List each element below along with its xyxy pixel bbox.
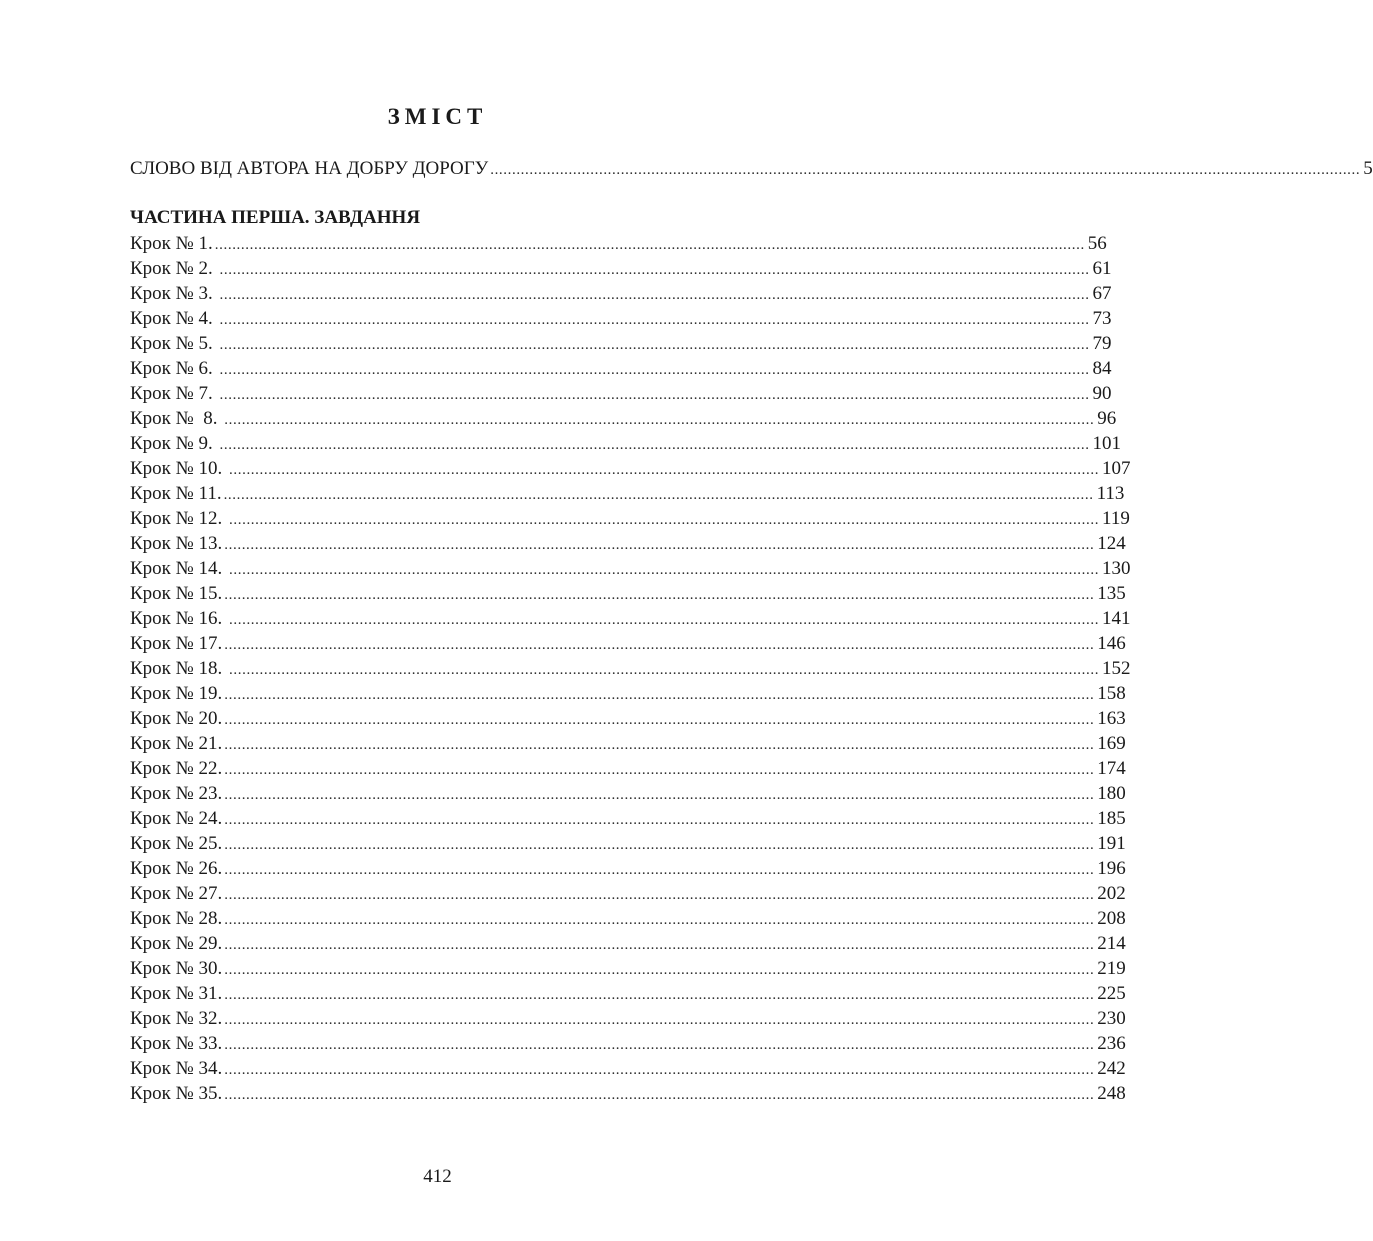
dot-leader: ........................................................................................................................................................................................................ xyxy=(229,662,1100,678)
toc-entry-page: 152 xyxy=(1102,658,1131,679)
toc-entry[interactable] xyxy=(130,881,1126,906)
toc-entry-page: 101 xyxy=(1092,433,1122,454)
toc-entry[interactable] xyxy=(130,731,1126,756)
toc-entry-page: 135 xyxy=(1097,583,1126,604)
toc-entry-label: Крок № 16. xyxy=(130,608,228,629)
toc-entry[interactable] xyxy=(130,581,1126,606)
toc-entry-page: 107 xyxy=(1102,458,1131,479)
toc-entry[interactable] xyxy=(130,1031,1126,1056)
toc-entry-label: Крок № 21. xyxy=(130,733,223,754)
toc-entry-page: 236 xyxy=(1097,1033,1126,1054)
toc-entry[interactable] xyxy=(130,656,1131,681)
toc-entry-label: СЛОВО ВІД АВТОРА НА ДОБРУ ДОРОГУ xyxy=(130,158,489,179)
toc-entry-page: 146 xyxy=(1097,633,1126,654)
toc-entry-label: Крок № 25. xyxy=(130,833,223,854)
toc-entry-label: Крок № 15. xyxy=(130,583,223,604)
toc-entry-page: 214 xyxy=(1097,933,1126,954)
dot-leader: ........................................................................................................................................................................................................ xyxy=(223,487,1094,503)
toc-entry-page: 96 xyxy=(1097,408,1117,429)
toc-entry[interactable] xyxy=(130,781,1126,806)
page-number: 412 xyxy=(423,1166,452,1187)
dot-leader: ........................................................................................................................................................................................................ xyxy=(229,562,1100,578)
toc-entry-label: Крок № 24. xyxy=(130,808,223,829)
toc-entry[interactable] xyxy=(130,231,1107,256)
toc-entry[interactable] xyxy=(130,606,1131,631)
toc-entry-page: 130 xyxy=(1102,558,1131,579)
toc-entry-label: Крок № 20. xyxy=(130,708,223,729)
toc-entry-label: Крок № 9. xyxy=(130,433,218,454)
toc-entry-page: 158 xyxy=(1097,683,1126,704)
table-of-contents xyxy=(130,0,1373,1241)
toc-entry-page: 169 xyxy=(1097,733,1126,754)
toc-entry-label: Крок № 22. xyxy=(130,758,223,779)
toc-entry-page: 61 xyxy=(1092,258,1112,279)
toc-entry-label: Крок № 7. xyxy=(130,383,218,404)
dot-leader: ........................................................................................................................................................................................................ xyxy=(219,262,1090,278)
toc-entry[interactable] xyxy=(130,931,1126,956)
toc-entry-page: 67 xyxy=(1092,283,1112,304)
dot-leader: ........................................................................................................................................................................................................ xyxy=(224,787,1095,803)
toc-entry-label: Крок № 6. xyxy=(130,358,218,379)
toc-entry[interactable] xyxy=(130,406,1117,431)
dot-leader: ........................................................................................................................................................................................................ xyxy=(224,1037,1095,1053)
dot-leader: ........................................................................................................................................................................................................ xyxy=(224,887,1095,903)
toc-entry-page: 141 xyxy=(1102,608,1131,629)
dot-leader: ........................................................................................................................................................................................................ xyxy=(229,612,1100,628)
toc-entry[interactable] xyxy=(130,631,1126,656)
toc-entry-page: 84 xyxy=(1092,358,1112,379)
dot-leader: ........................................................................................................................................................................................................ xyxy=(224,587,1095,603)
dot-leader: ........................................................................................................................................................................................................ xyxy=(224,862,1095,878)
toc-entry-label: Крок № 31. xyxy=(130,983,223,1004)
toc-entry-page: 163 xyxy=(1097,708,1126,729)
toc-entry-label: Крок № 8. xyxy=(130,408,223,429)
toc-entry-label: Крок № 28. xyxy=(130,908,223,929)
toc-entry-page: 124 xyxy=(1097,533,1126,554)
dot-leader: ........................................................................................................................................................................................................ xyxy=(229,462,1100,478)
toc-entry[interactable] xyxy=(130,556,1131,581)
toc-entry[interactable] xyxy=(130,856,1126,881)
toc-entry[interactable] xyxy=(130,431,1122,456)
dot-leader: ........................................................................................................................................................................................................ xyxy=(224,1062,1095,1078)
dot-leader: ........................................................................................................................................................................................................ xyxy=(224,812,1095,828)
toc-entry-label: Крок № 4. xyxy=(130,308,218,329)
toc-entry[interactable] xyxy=(130,681,1126,706)
dot-leader: ........................................................................................................................................................................................................ xyxy=(224,637,1095,653)
dot-leader: ........................................................................................................................................................................................................ xyxy=(219,337,1090,353)
toc-entry[interactable] xyxy=(130,806,1126,831)
toc-entry-label: Крок № 18. xyxy=(130,658,228,679)
toc-entry-label: Крок № 14. xyxy=(130,558,228,579)
toc-entry-label: Крок № 27. xyxy=(130,883,223,904)
dot-leader: ........................................................................................................................................................................................................ xyxy=(229,512,1100,528)
toc-entry-label: Крок № 30. xyxy=(130,958,223,979)
toc-entry-label: Крок № 2. xyxy=(130,258,218,279)
dot-leader: ........................................................................................................................................................................................................ xyxy=(214,237,1085,253)
toc-entry[interactable] xyxy=(130,256,1112,281)
dot-leader: ........................................................................................................................................................................................................ xyxy=(224,1012,1095,1028)
toc-entry-page: 196 xyxy=(1097,858,1126,879)
toc-entry-page: 242 xyxy=(1097,1058,1126,1079)
dot-leader: ........................................................................................................................................................................................................ xyxy=(224,412,1095,428)
toc-entry-page: 79 xyxy=(1092,333,1112,354)
toc-entry-label: Крок № 3. xyxy=(130,283,218,304)
toc-entry-page: 174 xyxy=(1097,758,1126,779)
toc-entry[interactable] xyxy=(130,281,1112,306)
toc-entry[interactable] xyxy=(130,1006,1126,1031)
toc-entry-label: Крок № 26. xyxy=(130,858,223,879)
toc-entry-intro[interactable] xyxy=(130,156,1373,181)
toc-entry[interactable] xyxy=(130,981,1126,1006)
toc-entry-page: 185 xyxy=(1097,808,1126,829)
dot-leader: ........................................................................................................................................................................................................ xyxy=(490,162,1361,178)
dot-leader: ........................................................................................................................................................................................................ xyxy=(224,962,1095,978)
dot-leader: ........................................................................................................................................................................................................ xyxy=(224,712,1095,728)
dot-leader: ........................................................................................................................................................................................................ xyxy=(219,312,1090,328)
toc-entry-label: Крок № 17. xyxy=(130,633,223,654)
toc-entry[interactable] xyxy=(130,381,1112,406)
dot-leader: ........................................................................................................................................................................................................ xyxy=(224,687,1095,703)
toc-entry-label: Крок № 10. xyxy=(130,458,228,479)
toc-entry-label: Крок № 33. xyxy=(130,1033,223,1054)
toc-entry-label: Крок № 34. xyxy=(130,1058,223,1079)
toc-entry[interactable] xyxy=(130,456,1131,481)
toc-entry[interactable] xyxy=(130,906,1126,931)
toc-entry[interactable] xyxy=(130,331,1112,356)
toc-entry-label: Крок № 32. xyxy=(130,1008,223,1029)
toc-entry[interactable] xyxy=(130,706,1126,731)
toc-entry[interactable] xyxy=(130,356,1112,381)
toc-entry-page: 90 xyxy=(1092,383,1112,404)
toc-entry[interactable] xyxy=(130,481,1125,506)
toc-entry-page: 191 xyxy=(1097,833,1126,854)
toc-entry-page: 113 xyxy=(1096,483,1125,504)
toc-entry-label: Крок № 23. xyxy=(130,783,223,804)
toc-entry-label: Крок № 5. xyxy=(130,333,218,354)
toc-entry-page: 230 xyxy=(1097,1008,1126,1029)
dot-leader: ........................................................................................................................................................................................................ xyxy=(224,987,1095,1003)
toc-entry-page: 119 xyxy=(1102,508,1130,529)
toc-entry[interactable] xyxy=(130,506,1130,531)
dot-leader: ........................................................................................................................................................................................................ xyxy=(219,362,1090,378)
toc-entry-page: 248 xyxy=(1097,1083,1126,1104)
dot-leader: ........................................................................................................................................................................................................ xyxy=(224,762,1095,778)
toc-entry-page: 73 xyxy=(1092,308,1112,329)
toc-entry-page: 225 xyxy=(1097,983,1126,1004)
toc-entry-label: Крок № 19. xyxy=(130,683,223,704)
toc-entry[interactable] xyxy=(130,306,1112,331)
toc-entry-page: 219 xyxy=(1097,958,1126,979)
toc-entry-page: 180 xyxy=(1097,783,1126,804)
toc-entry-label: Крок № 11. xyxy=(130,483,222,504)
dot-leader: ........................................................................................................................................................................................................ xyxy=(219,437,1090,453)
toc-entry-label: Крок № 12. xyxy=(130,508,228,529)
toc-entry[interactable] xyxy=(130,831,1126,856)
page-title: ЗМІСТ xyxy=(387,104,488,129)
toc-entry-label: Крок № 35. xyxy=(130,1083,223,1104)
toc-entry-label: Крок № 13. xyxy=(130,533,223,554)
toc-entry-label: Крок № 29. xyxy=(130,933,223,954)
toc-entry[interactable] xyxy=(130,756,1126,781)
toc-entry-label: Крок № 1. xyxy=(130,233,213,254)
toc-entry-page: 5 xyxy=(1363,158,1373,179)
dot-leader: ........................................................................................................................................................................................................ xyxy=(224,737,1095,753)
toc-entry-page: 202 xyxy=(1097,883,1126,904)
dot-leader: ........................................................................................................................................................................................................ xyxy=(224,937,1095,953)
toc-entry[interactable] xyxy=(130,1081,1126,1106)
dot-leader: ........................................................................................................................................................................................................ xyxy=(219,287,1090,303)
toc-entry[interactable] xyxy=(130,956,1126,981)
toc-entry[interactable] xyxy=(130,1056,1126,1081)
dot-leader: ........................................................................................................................................................................................................ xyxy=(224,912,1095,928)
dot-leader: ........................................................................................................................................................................................................ xyxy=(224,837,1095,853)
toc-entry-page: 208 xyxy=(1097,908,1126,929)
dot-leader: ........................................................................................................................................................................................................ xyxy=(224,537,1095,553)
dot-leader: ........................................................................................................................................................................................................ xyxy=(224,1087,1095,1103)
toc-entry[interactable] xyxy=(130,531,1126,556)
dot-leader: ........................................................................................................................................................................................................ xyxy=(219,387,1090,403)
toc-entry-page: 56 xyxy=(1087,233,1107,254)
section-heading: ЧАСТИНА ПЕРША. ЗАВДАННЯ xyxy=(130,207,421,228)
